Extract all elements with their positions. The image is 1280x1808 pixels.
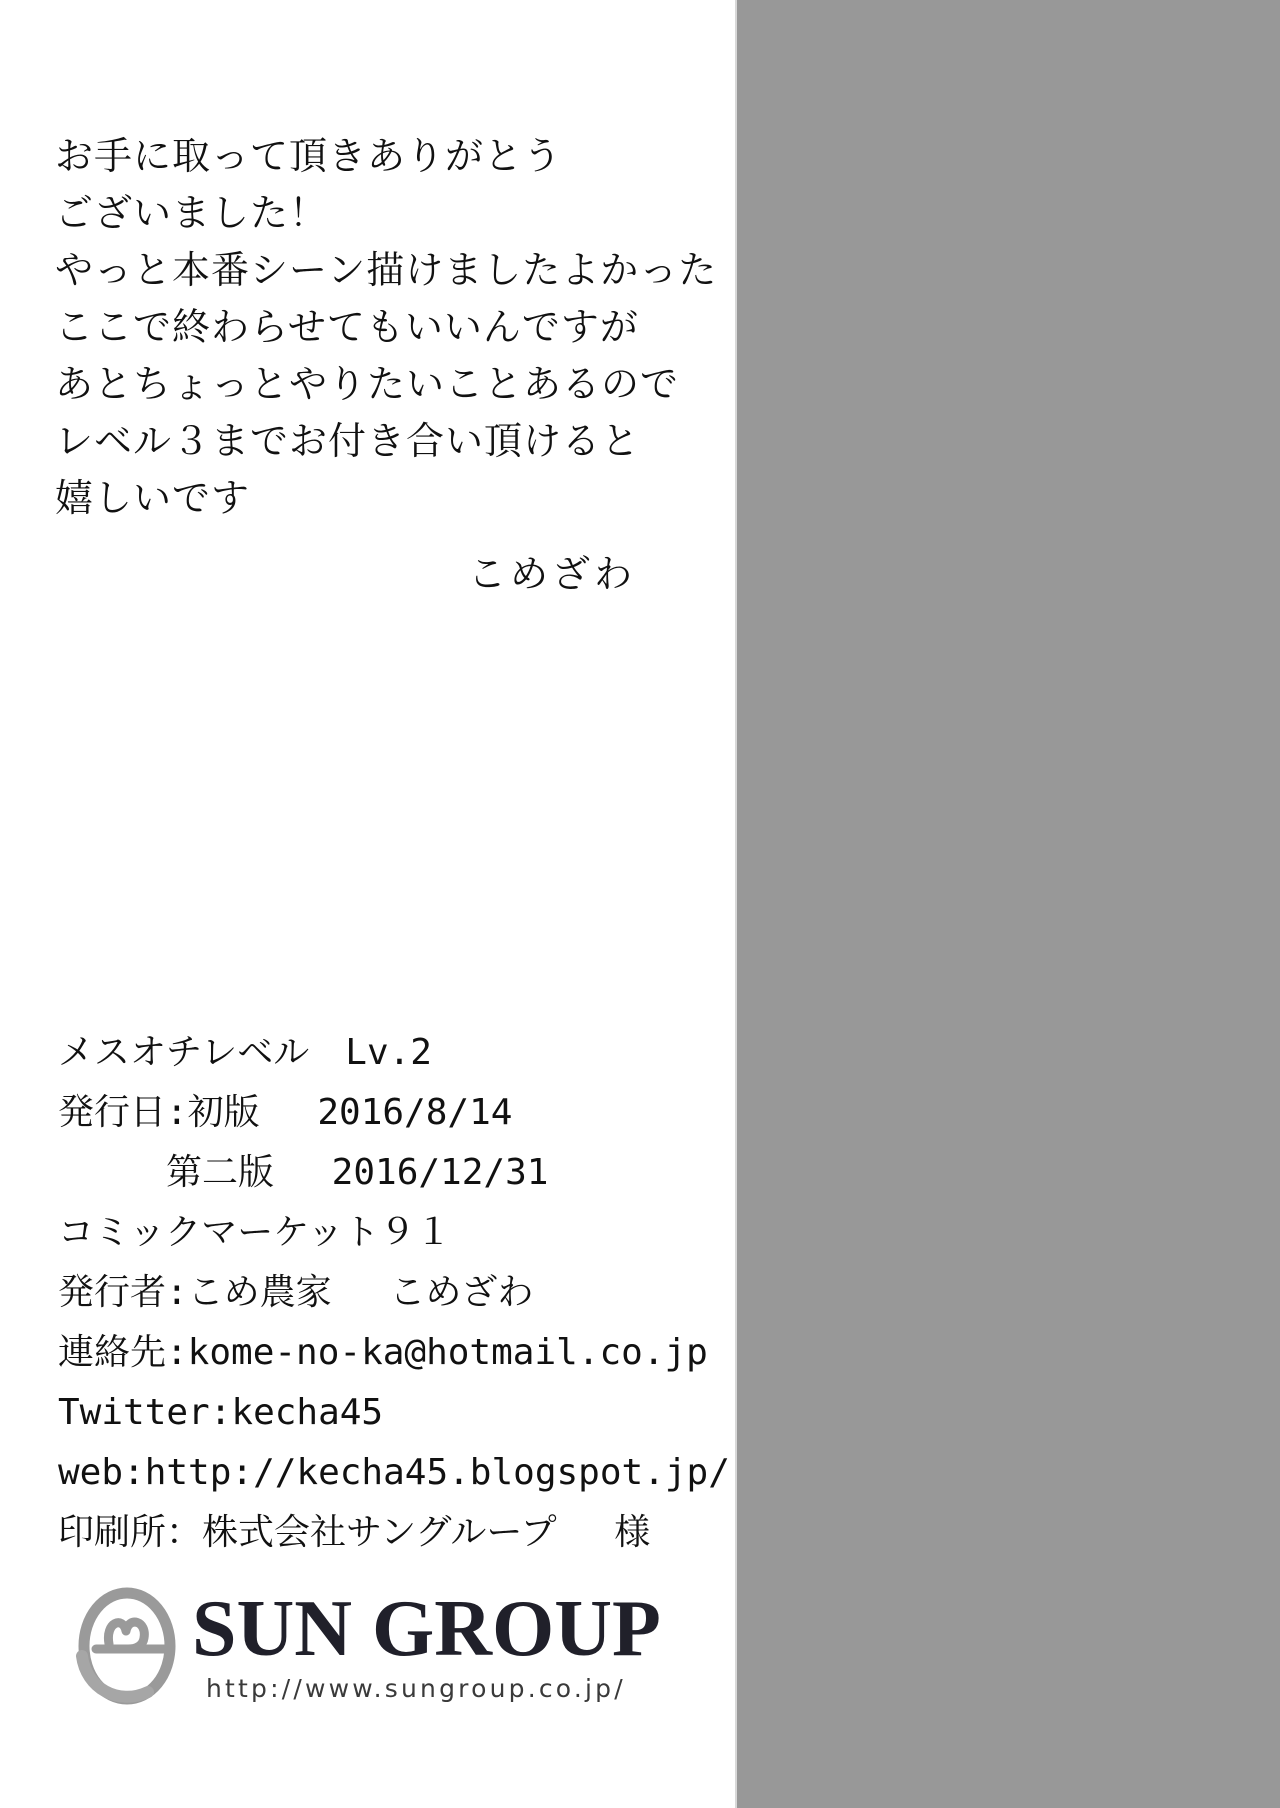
afterword-line: レベル３までお付き合い頂けると [55, 419, 641, 463]
author-signature: こめざわ [468, 552, 637, 596]
colophon-line: メスオチレベル Lv.2 [58, 1032, 432, 1073]
sun-group-wordmark: SUN GROUP [192, 1585, 661, 1673]
afterword-line: ございました！ [55, 191, 329, 235]
afterword-line: 嬉しいです [55, 476, 251, 520]
sun-group-logo-text [192, 1586, 661, 1703]
colophon-line: Twitter:kecha45 [58, 1392, 384, 1433]
afterword-line: ここで終わらせてもいいんですが [55, 305, 639, 349]
colophon-line: web:http://kecha45.blogspot.jp/ [58, 1452, 730, 1493]
colophon-block [58, 1023, 730, 1563]
gray-side-panel [735, 0, 1280, 1808]
afterword-line: あとちょっとやりたいことあるので [55, 362, 680, 406]
afterword-text [55, 128, 717, 527]
sun-group-emblem-icon [76, 1586, 178, 1710]
afterword-line: お手に取って頂きありがとう [55, 134, 563, 178]
colophon-line: 連絡先:kome-no-ka@hotmail.co.jp [58, 1332, 708, 1373]
sun-group-logo [76, 1586, 661, 1710]
colophon-line: 発行日:初版 2016/8/14 [58, 1092, 513, 1133]
colophon-line: 印刷所：株式会社サングループ 様 [58, 1512, 651, 1553]
colophon-line: 第二版 2016/12/31 [58, 1152, 549, 1193]
colophon-line: 発行者:こめ農家 こめざわ [58, 1272, 534, 1313]
sun-group-url: http://www.sungroup.co.jp/ [206, 1674, 626, 1703]
colophon-line: コミックマーケット９１ [58, 1212, 452, 1253]
afterword-line: やっと本番シーン描けましたよかった [55, 248, 718, 292]
